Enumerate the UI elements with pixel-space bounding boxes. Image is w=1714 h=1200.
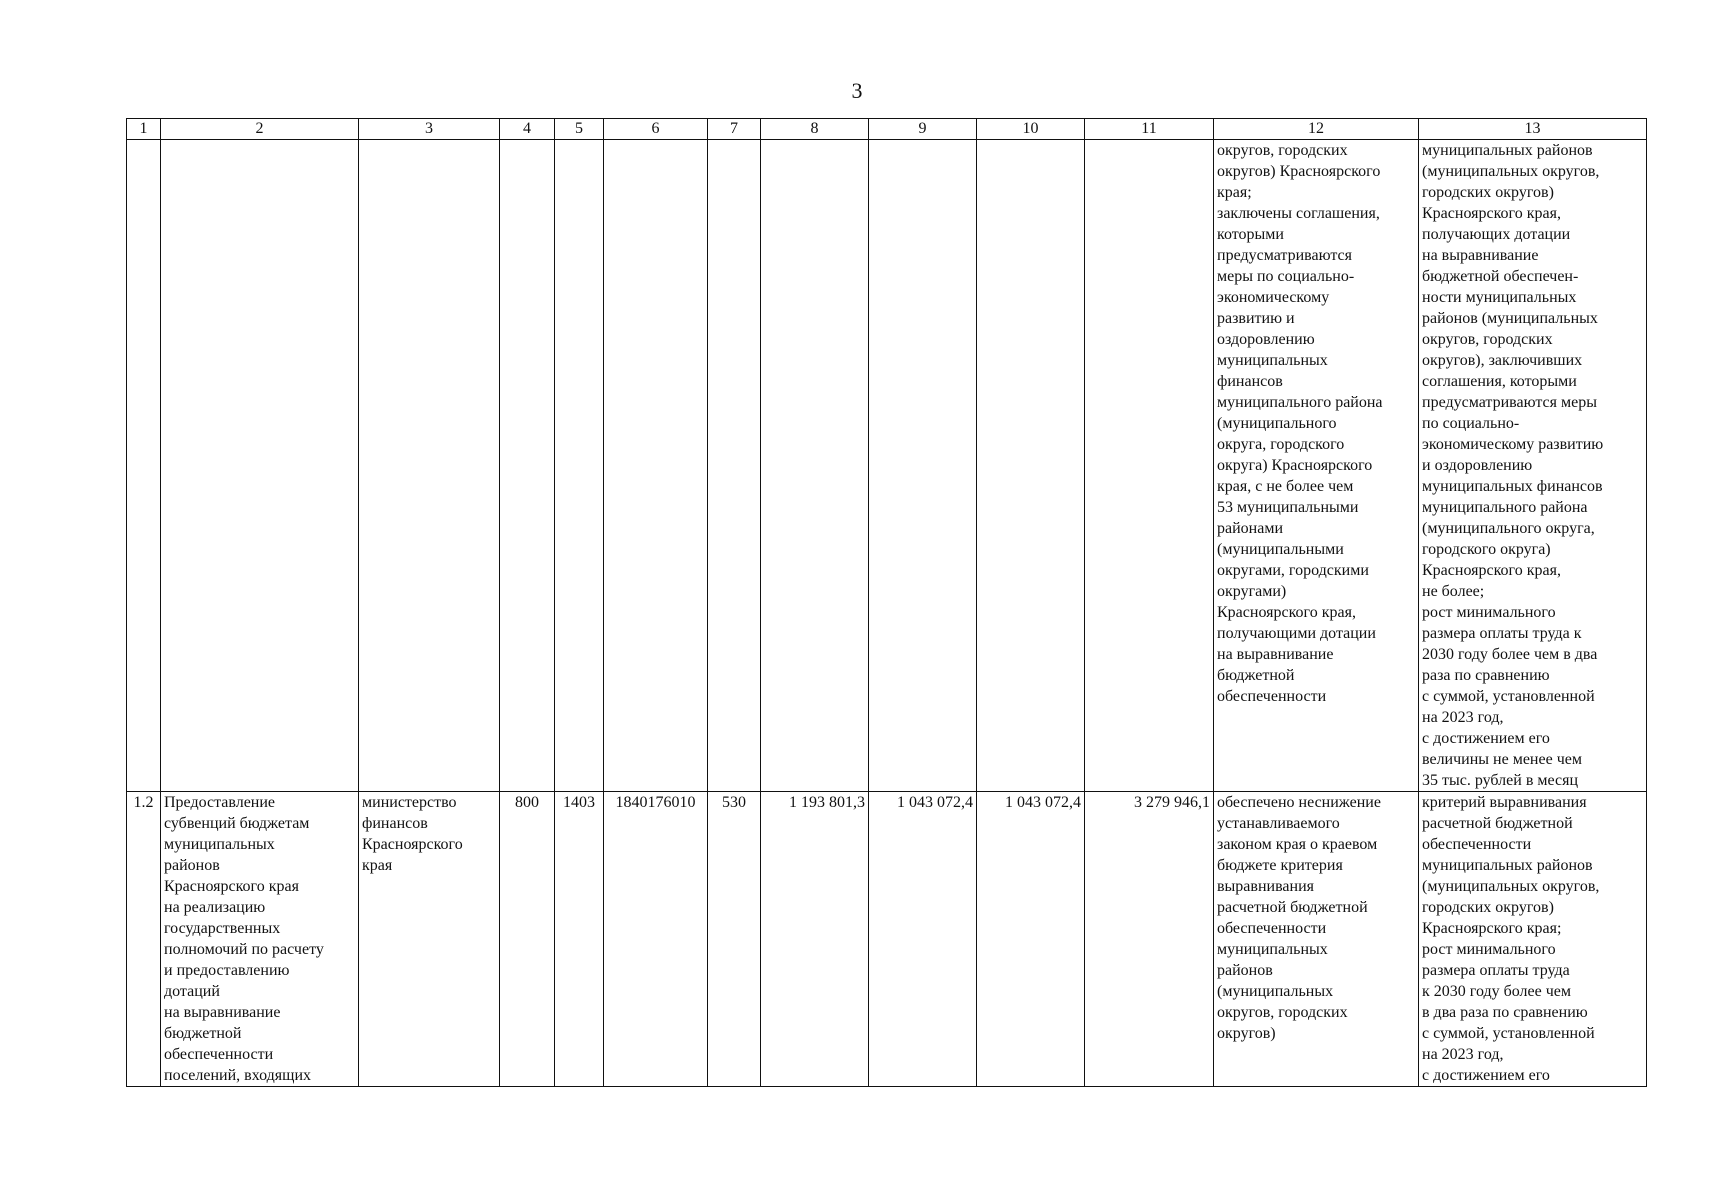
indicator-text-cell: критерий выравнивания расчетной бюджетной обеспеченности муниципальных районов (муниципальных округов, городских округов) Красноярского края; рост минимального размера оплаты труда к 2030 году более чем в два раза по сравнению с суммой, установленной на 2023 год, с достижением его — [1419, 792, 1647, 1087]
result-text-cell: округов, городских округов) Красноярского края; заключены соглашения, которыми предусматриваются меры по социально- экономическому развитию и оздоровлению муниципальных финансов муниципального района (муниципального округа, городского округа) Красноярского края, с не более чем 53 муниципальными районами (муниципальными округами, городскими округами) Красноярского края, получающими дотации на выравнивание бюджетной обеспеченности — [1214, 140, 1419, 792]
col-header-7: 7 — [708, 119, 761, 140]
responsible-cell: министерство финансов Красноярского края — [359, 792, 500, 1087]
table-cell-empty — [555, 140, 604, 792]
header-row — [127, 119, 1647, 140]
col-header-1: 1 — [127, 119, 161, 140]
amount-cell-11: 3 279 946,1 — [1085, 792, 1214, 1087]
col-header-12: 12 — [1214, 119, 1419, 140]
code-cell-7: 530 — [708, 792, 761, 1087]
measure-name-cell: Предоставление субвенций бюджетам муниципальных районов Красноярского края на реализацию государственных полномочий по расчету и предоставлению дотаций на выравнивание бюджетной обеспеченности поселений, входящих — [161, 792, 359, 1087]
code-cell-5: 1403 — [555, 792, 604, 1087]
indicator-text-cell: муниципальных районов (муниципальных округов, городских округов) Красноярского края, получающих дотации на выравнивание бюджетной обеспечен- ности муниципальных районов (муниципальных округов, городских округов), заключивших соглашения, которыми предусматриваются меры по социально- экономическому развитию и оздоровлению муниципальных финансов муниципального района (муниципального округа, городского округа) Красноярского края, не более; рост минимального размера оплаты труда к 2030 году более чем в два раза по сравнению с суммой, установленной на 2023 год, с достижением его величины не менее чем 35 тыс. рублей в месяц — [1419, 140, 1647, 792]
table-cell-empty — [161, 140, 359, 792]
code-cell-4: 800 — [500, 792, 555, 1087]
amount-cell-9: 1 043 072,4 — [869, 792, 977, 1087]
page-number: 3 — [851, 78, 863, 103]
col-header-5: 5 — [555, 119, 604, 140]
table-cell-empty — [869, 140, 977, 792]
table-cell-empty — [500, 140, 555, 792]
table-cell-empty — [708, 140, 761, 792]
code-cell-6: 1840176010 — [604, 792, 708, 1087]
row-number-cell: 1.2 — [127, 792, 161, 1087]
col-header-11: 11 — [1085, 119, 1214, 140]
table-cell-empty — [761, 140, 869, 792]
col-header-10: 10 — [977, 119, 1085, 140]
col-header-9: 9 — [869, 119, 977, 140]
col-header-2: 2 — [161, 119, 359, 140]
col-header-8: 8 — [761, 119, 869, 140]
result-text-cell: обеспечено неснижение устанавливаемого законом края о краевом бюджете критерия выравнивания расчетной бюджетной обеспеченности муниципальных районов (муниципальных округов, городских округов) — [1214, 792, 1419, 1087]
budget-table — [126, 118, 1647, 1087]
table-cell-empty — [359, 140, 500, 792]
amount-cell-10: 1 043 072,4 — [977, 792, 1085, 1087]
col-header-4: 4 — [500, 119, 555, 140]
table-cell-empty — [604, 140, 708, 792]
table-row — [127, 140, 1647, 792]
table-cell-empty — [127, 140, 161, 792]
table-row — [127, 792, 1647, 1087]
amount-cell-8: 1 193 801,3 — [761, 792, 869, 1087]
table-cell-empty — [977, 140, 1085, 792]
col-header-13: 13 — [1419, 119, 1647, 140]
col-header-3: 3 — [359, 119, 500, 140]
col-header-6: 6 — [604, 119, 708, 140]
table-cell-empty — [1085, 140, 1214, 792]
